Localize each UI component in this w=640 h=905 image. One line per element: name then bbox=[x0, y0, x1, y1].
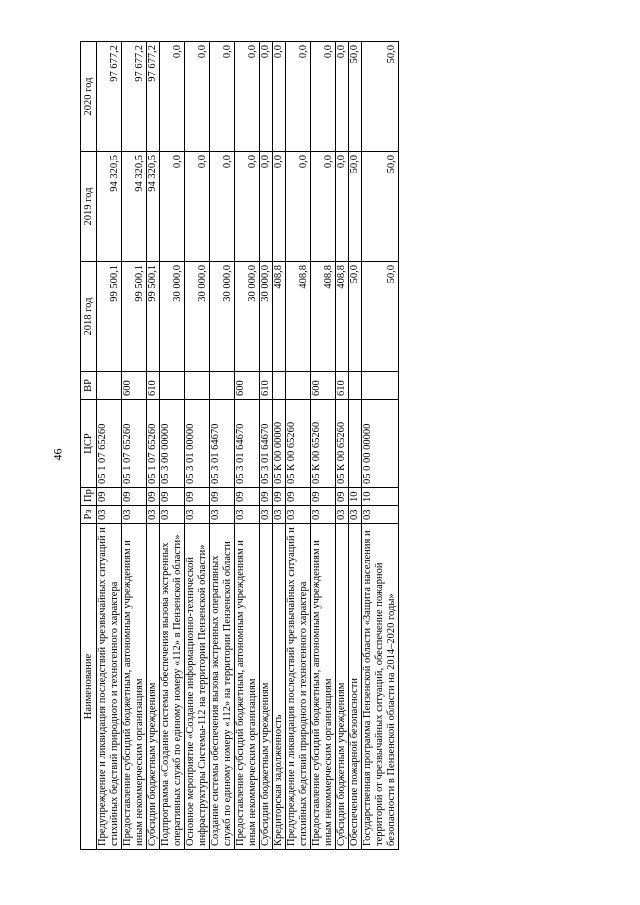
table-row bbox=[210, 42, 235, 850]
cell-vr bbox=[273, 372, 286, 400]
cell-2020: 0,0 bbox=[260, 42, 273, 152]
cell-csr: 05 3 01 00000 bbox=[185, 400, 210, 488]
cell-rz: 03 bbox=[260, 506, 273, 524]
header-2020: 2020 год bbox=[81, 42, 97, 152]
cell-rz: 03 bbox=[185, 506, 210, 524]
cell-name: Создание системы обеспечения вызова экстренных оперативных служб по единому номеру «112» на территории Пензенской области bbox=[210, 524, 235, 850]
cell-vr bbox=[97, 372, 122, 400]
cell-pr: 10 bbox=[362, 488, 399, 506]
cell-vr bbox=[160, 372, 185, 400]
cell-pr: 09 bbox=[311, 488, 336, 506]
table-row bbox=[336, 42, 349, 850]
budget-table-container bbox=[80, 42, 550, 850]
cell-name: Государственная программа Пензенской области «Защита населения и территорий от чрезвычайных ситуаций, обеспечение пожарной безопасности в Пензенской области на 2014–2020 годы» bbox=[362, 524, 399, 850]
cell-pr: 09 bbox=[260, 488, 273, 506]
cell-csr: 05 1 07 65260 bbox=[97, 400, 122, 488]
cell-name: Субсидии бюджетным учреждениям bbox=[147, 524, 160, 850]
cell-2020: 0,0 bbox=[235, 42, 260, 152]
header-pr: Пр bbox=[81, 488, 97, 506]
cell-rz: 03 bbox=[147, 506, 160, 524]
cell-vr: 610 bbox=[147, 372, 160, 400]
table-row bbox=[349, 42, 362, 850]
cell-2019: 0,0 bbox=[286, 152, 311, 262]
cell-name: Обеспечение пожарной безопасности bbox=[349, 524, 362, 850]
cell-2020: 0,0 bbox=[185, 42, 210, 152]
cell-2020: 0,0 bbox=[336, 42, 349, 152]
cell-vr: 610 bbox=[260, 372, 273, 400]
cell-csr: 05 К 00 65260 bbox=[336, 400, 349, 488]
cell-pr: 09 bbox=[97, 488, 122, 506]
table-header-row bbox=[81, 42, 97, 850]
cell-2018: 408,8 bbox=[311, 262, 336, 372]
header-2018: 2018 год bbox=[81, 262, 97, 372]
cell-2018: 99 500,1 bbox=[97, 262, 122, 372]
table-row bbox=[122, 42, 147, 850]
cell-name: Предупреждение и ликвидация последствий чрезвычайных ситуаций и стихийных бедствий природного и техногенного характера bbox=[286, 524, 311, 850]
cell-2020: 0,0 bbox=[273, 42, 286, 152]
cell-2019: 0,0 bbox=[185, 152, 210, 262]
cell-2019: 0,0 bbox=[210, 152, 235, 262]
cell-rz: 03 bbox=[97, 506, 122, 524]
cell-vr: 600 bbox=[122, 372, 147, 400]
cell-csr: 05 К 00 65260 bbox=[286, 400, 311, 488]
cell-csr bbox=[349, 400, 362, 488]
cell-csr: 05 0 00 00000 bbox=[362, 400, 399, 488]
header-2019: 2019 год bbox=[81, 152, 97, 262]
cell-rz: 03 bbox=[349, 506, 362, 524]
cell-2018: 30 000,0 bbox=[210, 262, 235, 372]
table-row bbox=[235, 42, 260, 850]
cell-2020: 97 677,2 bbox=[97, 42, 122, 152]
cell-vr bbox=[362, 372, 399, 400]
cell-2019: 0,0 bbox=[235, 152, 260, 262]
cell-pr: 09 bbox=[122, 488, 147, 506]
cell-2020: 0,0 bbox=[286, 42, 311, 152]
cell-2019: 50,0 bbox=[362, 152, 399, 262]
cell-rz: 03 bbox=[311, 506, 336, 524]
cell-2019: 94 320,5 bbox=[147, 152, 160, 262]
header-vr: ВР bbox=[81, 372, 97, 400]
cell-2018: 99 500,1 bbox=[122, 262, 147, 372]
cell-pr: 09 bbox=[185, 488, 210, 506]
cell-2020: 97 677,2 bbox=[122, 42, 147, 152]
cell-rz: 03 bbox=[286, 506, 311, 524]
cell-name: Предоставление субсидий бюджетным, автономным учреждениям и иным некоммерческим организациям bbox=[122, 524, 147, 850]
cell-2018: 30 000,0 bbox=[260, 262, 273, 372]
cell-rz: 03 bbox=[122, 506, 147, 524]
cell-csr: 05 3 01 64670 bbox=[260, 400, 273, 488]
cell-name: Субсидии бюджетным учреждениям bbox=[336, 524, 349, 850]
cell-pr: 09 bbox=[336, 488, 349, 506]
page-number: 46 bbox=[50, 448, 65, 461]
cell-2019: 94 320,5 bbox=[97, 152, 122, 262]
table-row bbox=[147, 42, 160, 850]
cell-2018: 30 000,0 bbox=[235, 262, 260, 372]
cell-2019: 0,0 bbox=[311, 152, 336, 262]
cell-2020: 50,0 bbox=[349, 42, 362, 152]
cell-2020: 50,0 bbox=[362, 42, 399, 152]
cell-name: Предупреждение и ликвидация последствий чрезвычайных ситуаций и стихийных бедствий природного и техногенного характера bbox=[97, 524, 122, 850]
table-row bbox=[311, 42, 336, 850]
cell-2019: 94 320,5 bbox=[122, 152, 147, 262]
cell-csr: 05 К 00 00000 bbox=[273, 400, 286, 488]
cell-2019: 0,0 bbox=[160, 152, 185, 262]
cell-vr bbox=[349, 372, 362, 400]
header-name: Наименование bbox=[81, 524, 97, 850]
cell-csr: 05 3 00 00000 bbox=[160, 400, 185, 488]
cell-pr: 10 bbox=[349, 488, 362, 506]
cell-2018: 50,0 bbox=[349, 262, 362, 372]
table-row bbox=[185, 42, 210, 850]
cell-pr: 09 bbox=[147, 488, 160, 506]
cell-2019: 0,0 bbox=[273, 152, 286, 262]
cell-rz: 03 bbox=[160, 506, 185, 524]
cell-vr: 610 bbox=[336, 372, 349, 400]
cell-name: Субсидии бюджетным учреждениям bbox=[260, 524, 273, 850]
table-row bbox=[362, 42, 399, 850]
cell-vr bbox=[210, 372, 235, 400]
table-row bbox=[260, 42, 273, 850]
cell-csr: 05 К 00 65260 bbox=[311, 400, 336, 488]
cell-2020: 0,0 bbox=[210, 42, 235, 152]
cell-2019: 0,0 bbox=[260, 152, 273, 262]
cell-2018: 30 000,0 bbox=[185, 262, 210, 372]
table-row bbox=[273, 42, 286, 850]
cell-name: Основное мероприятие «Создание информационно-технической инфраструктуры Системы-112 на территории Пензенской области» bbox=[185, 524, 210, 850]
cell-vr bbox=[185, 372, 210, 400]
cell-vr: 600 bbox=[311, 372, 336, 400]
cell-rz: 03 bbox=[336, 506, 349, 524]
cell-pr: 09 bbox=[273, 488, 286, 506]
cell-2018: 50,0 bbox=[362, 262, 399, 372]
cell-2020: 0,0 bbox=[160, 42, 185, 152]
table-row bbox=[97, 42, 122, 850]
cell-csr: 05 1 07 65260 bbox=[147, 400, 160, 488]
cell-2018: 408,8 bbox=[273, 262, 286, 372]
cell-2019: 50,0 bbox=[349, 152, 362, 262]
cell-2018: 99 500,1 bbox=[147, 262, 160, 372]
header-rz: Рз bbox=[81, 506, 97, 524]
cell-name: Кредиторская задолженность bbox=[273, 524, 286, 850]
cell-2019: 0,0 bbox=[336, 152, 349, 262]
header-csr: ЦСР bbox=[81, 400, 97, 488]
cell-pr: 09 bbox=[235, 488, 260, 506]
cell-csr: 05 3 01 64670 bbox=[235, 400, 260, 488]
cell-rz: 03 bbox=[210, 506, 235, 524]
table-row bbox=[286, 42, 311, 850]
cell-csr: 05 3 01 64670 bbox=[210, 400, 235, 488]
cell-2018: 408,8 bbox=[286, 262, 311, 372]
budget-table bbox=[80, 41, 399, 850]
cell-vr: 600 bbox=[235, 372, 260, 400]
cell-pr: 09 bbox=[210, 488, 235, 506]
cell-2018: 408,8 bbox=[336, 262, 349, 372]
cell-rz: 03 bbox=[362, 506, 399, 524]
cell-pr: 09 bbox=[286, 488, 311, 506]
cell-name: Подпрограмма «Создание системы обеспечения вызова экстренных оперативных служб по единому номеру «112» в Пензенской области» bbox=[160, 524, 185, 850]
cell-name: Предоставление субсидий бюджетным, автономным учреждениям и иным некоммерческим организациям bbox=[235, 524, 260, 850]
cell-csr: 05 1 07 65260 bbox=[122, 400, 147, 488]
table-row bbox=[160, 42, 185, 850]
cell-name: Предоставление субсидий бюджетным, автономным учреждениям и иным некоммерческим организациям bbox=[311, 524, 336, 850]
cell-pr: 09 bbox=[160, 488, 185, 506]
cell-2020: 0,0 bbox=[311, 42, 336, 152]
cell-vr bbox=[286, 372, 311, 400]
cell-2020: 97 677,2 bbox=[147, 42, 160, 152]
cell-rz: 03 bbox=[235, 506, 260, 524]
cell-2018: 30 000,0 bbox=[160, 262, 185, 372]
cell-rz: 03 bbox=[273, 506, 286, 524]
